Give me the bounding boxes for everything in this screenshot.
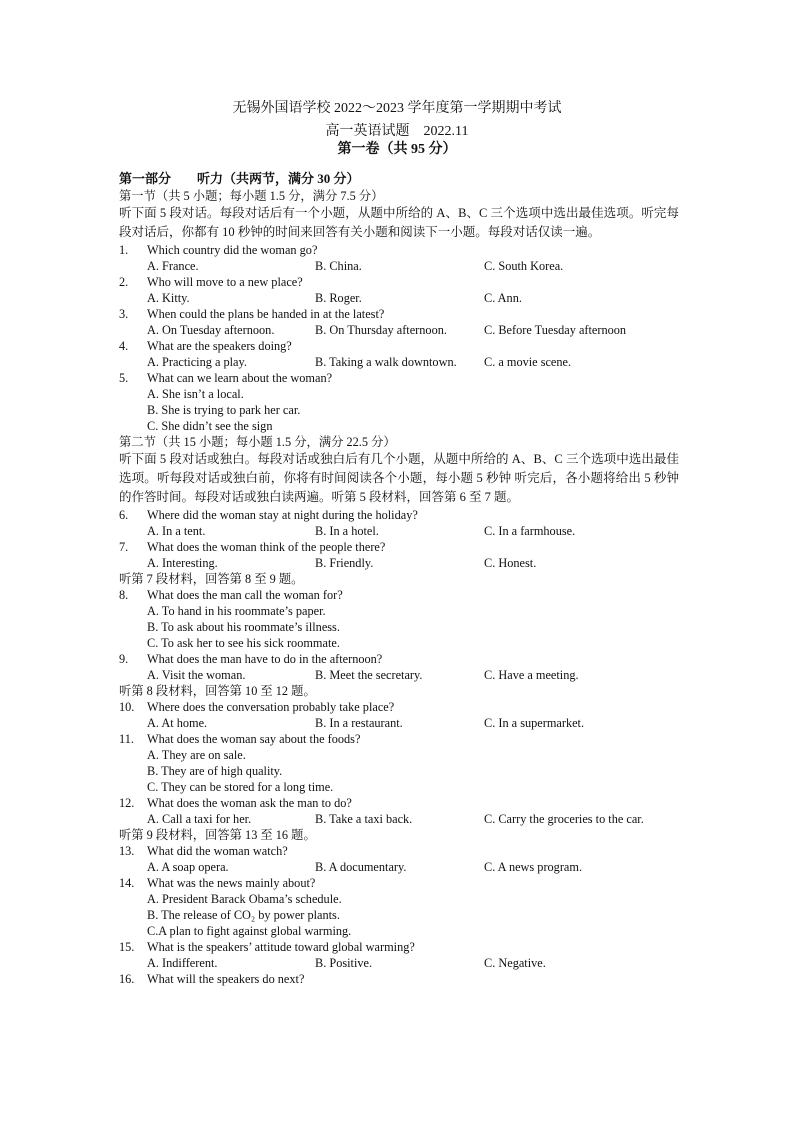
part1-label: 第一部分 <box>119 171 172 186</box>
question-7: 7. What does the woman think of the people there? <box>119 540 386 554</box>
exam-body <box>119 170 679 987</box>
option-c: C. Have a meeting. <box>484 668 579 682</box>
option-b: B. In a hotel. <box>315 524 379 538</box>
option-a: A. A soap opera. <box>147 860 229 874</box>
question-13-options <box>119 859 679 875</box>
question-14: 14. What was the news mainly about? <box>119 876 316 890</box>
option-c: C. A news program. <box>484 860 583 874</box>
option-b: B. She is trying to park her car. <box>147 403 301 417</box>
option-c: C. To ask her to see his sick roommate. <box>147 636 340 650</box>
question-9-options <box>119 667 679 683</box>
option-a: A. France. <box>147 259 199 273</box>
question-3: 3. When could the plans be handed in at the latest? <box>119 307 385 321</box>
option-b: B. Meet the secretary. <box>315 668 423 682</box>
question-8: 8. What does the man call the woman for? <box>119 588 343 602</box>
option-a: A. President Barack Obama’s schedule. <box>147 892 342 906</box>
section2-label: 第二节（共 15 小题；每小题 1.5 分，满分 22.5 分） <box>119 435 396 449</box>
option-a: A. Indifferent. <box>147 956 218 970</box>
question-7-options <box>119 555 679 571</box>
question-9: 9. What does the man have to do in the afternoon? <box>119 652 383 666</box>
question-6-options <box>119 523 679 539</box>
school-title: 无锡外国语学校 2022～2023 学年度第一学期期中考试 <box>232 101 562 116</box>
volume-title: 第一卷（共 95 分） <box>337 142 457 157</box>
option-a: A. Visit the woman. <box>147 668 246 682</box>
option-c: C. She didn’t see the sign <box>147 419 273 433</box>
listening-note: 听第 7 段材料，回答第 8 至 9 题。 <box>119 572 304 586</box>
option-a: A. In a tent. <box>147 524 206 538</box>
question-3-options <box>119 322 679 338</box>
option-a: A. They are on sale. <box>147 748 246 762</box>
option-b: B. They are of high quality. <box>147 764 283 778</box>
question-4-options <box>119 354 679 370</box>
option-a: A. Practicing a play. <box>147 355 247 369</box>
option-c: C. In a supermarket. <box>484 716 585 730</box>
option-c: C.A plan to fight against global warming. <box>147 924 352 938</box>
question-13: 13. What did the woman watch? <box>119 844 288 858</box>
option-b: B. The release of CO₂ by power plants. <box>147 908 340 922</box>
option-a: A. Call a taxi for her. <box>147 812 252 826</box>
question-2-options <box>119 290 679 306</box>
option-a: A. On Tuesday afternoon. <box>147 323 275 337</box>
question-10-options <box>119 715 679 731</box>
option-c: C. Ann. <box>484 291 522 305</box>
option-b: B. Taking a walk downtown. <box>315 355 457 369</box>
question-6: 6. Where did the woman stay at night during the holiday? <box>119 508 418 522</box>
option-c: C. They can be stored for a long time. <box>147 780 334 794</box>
question-16: 16. What will the speakers do next? <box>119 972 305 986</box>
option-c: C. Before Tuesday afternoon <box>484 323 627 337</box>
option-b: B. Roger. <box>315 291 362 305</box>
section1-label: 第一节（共 5 小题；每小题 1.5 分，满分 7.5 分） <box>119 189 384 203</box>
question-4: 4. What are the speakers doing? <box>119 339 292 353</box>
option-c: C. Carry the groceries to the car. <box>484 812 644 826</box>
question-15: 15. What is the speakers’ attitude toward global warming? <box>119 940 415 954</box>
question-2: 2. Who will move to a new place? <box>119 275 303 289</box>
option-a: A. At home. <box>147 716 208 730</box>
option-b: B. Friendly. <box>315 556 374 570</box>
listening-note: 听第 9 段材料，回答第 13 至 16 题。 <box>119 828 316 842</box>
option-a: A. Interesting. <box>147 556 218 570</box>
option-a: A. Kitty. <box>147 291 190 305</box>
listening-note: 听第 8 段材料，回答第 10 至 12 题。 <box>119 684 316 698</box>
option-b: B. A documentary. <box>315 860 407 874</box>
option-c: C. a movie scene. <box>484 355 572 369</box>
question-1: 1. Which country did the woman go? <box>119 243 318 257</box>
question-15-options <box>119 955 679 971</box>
section2-instructions: 听下面 5 段对话或独白。每段对话或独白后有几个小题，从题中所给的 A、B、C 三个选项中选出最佳选项。听每段对话或独白前，你将有时间阅读各个小题，每小题 5 秒钟 听完后，各小题将给出 5 秒钟的作答时间。每段对话或独白读两遍。听第 5 段材料，回答第 6 至 7 题。 <box>119 452 679 504</box>
option-c: C. South Korea. <box>484 259 564 273</box>
question-10: 10. Where does the conversation probably take place? <box>119 700 395 714</box>
option-a: A. She isn’t a local. <box>147 387 244 401</box>
option-b: B. On Thursday afternoon. <box>315 323 447 337</box>
option-b: B. In a restaurant. <box>315 716 403 730</box>
option-a: A. To hand in his roommate’s paper. <box>147 604 326 618</box>
option-b: B. China. <box>315 259 362 273</box>
question-11: 11. What does the woman say about the foods? <box>119 732 361 746</box>
question-5: 5. What can we learn about the woman? <box>119 371 333 385</box>
question-12: 12. What does the woman ask the man to do? <box>119 796 352 810</box>
question-12-options <box>119 811 679 827</box>
part1-name: 听力（共两节，满分 30 分） <box>197 171 360 186</box>
option-c: C. Honest. <box>484 556 537 570</box>
option-c: C. In a farmhouse. <box>484 524 576 538</box>
option-b: B. To ask about his roommate’s illness. <box>147 620 340 634</box>
question-1-options <box>119 258 679 274</box>
part1-heading <box>119 170 679 188</box>
subject-title: 高一英语试题 2022.11 <box>325 124 469 139</box>
option-c: C. Negative. <box>484 956 546 970</box>
section1-instructions: 听下面 5 段对话。每段对话后有一个小题，从题中所给的 A、B、C 三个选项中选出最佳选项。听完每段对话后，你都有 10 秒钟的时间来回答有关小题和阅读下一小题。每段对话仅读一遍。 <box>119 206 679 239</box>
option-b: B. Positive. <box>315 956 373 970</box>
option-b: B. Take a taxi back. <box>315 812 413 826</box>
